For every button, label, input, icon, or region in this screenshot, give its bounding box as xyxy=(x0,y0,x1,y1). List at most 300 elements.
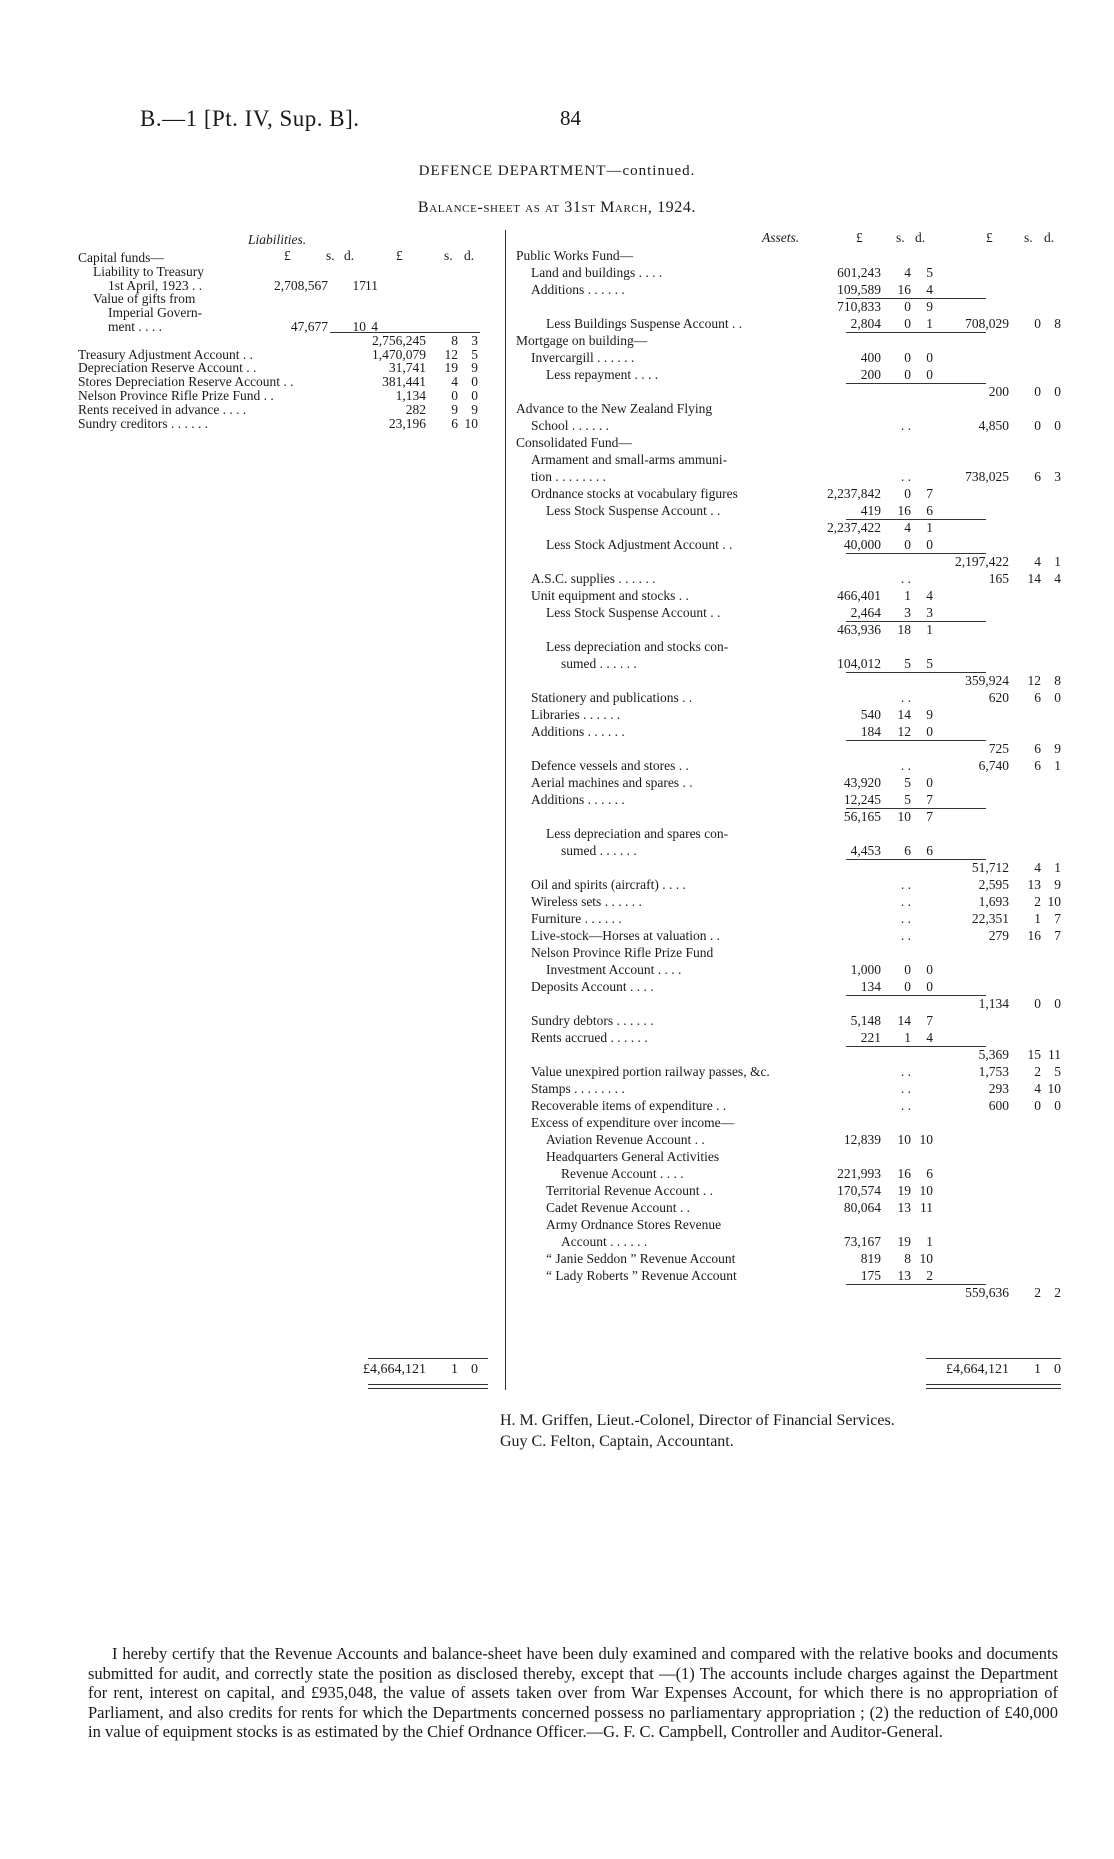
assets-c2-pence: 0 xyxy=(1054,384,1061,399)
assets-row xyxy=(516,843,1061,859)
liabilities-total-pence: 0 xyxy=(471,1362,478,1377)
assets-row xyxy=(516,265,1061,281)
assets-row-label: Less repayment . . . . xyxy=(546,367,659,382)
assets-c2-pounds: 293 xyxy=(988,1081,1009,1096)
assets-row-label: Nelson Province Rifle Prize Fund xyxy=(531,945,714,960)
document-reference: B.—1 [Pt. IV, Sup. B]. xyxy=(140,106,360,131)
assets-c1-pounds: 221 xyxy=(860,1030,881,1045)
liabilities-row-label: Capital funds— xyxy=(78,250,164,265)
assets-c1-pence: 0 xyxy=(926,724,933,739)
assets-row xyxy=(516,1251,1061,1267)
assets-c2-shillings: 15 xyxy=(1027,1047,1041,1062)
assets-c1-shillings: 0 xyxy=(904,486,911,501)
assets-c1-pence: 0 xyxy=(926,350,933,365)
assets-c1-pence: 6 xyxy=(926,503,933,518)
assets-c1-pounds: 134 xyxy=(860,979,881,994)
assets-row xyxy=(516,299,1061,315)
assets-c2-pounds: 559,636 xyxy=(965,1285,1009,1300)
assets-c1-pence: 4 xyxy=(926,1030,933,1045)
assets-c1-pounds: 73,167 xyxy=(843,1234,881,1249)
assets-row xyxy=(516,962,1061,978)
assets-c2-pounds: 2,197,422 xyxy=(955,554,1009,569)
liabilities-total-rule-bottom xyxy=(368,1384,488,1385)
assets-row-label: Account . . . . . . xyxy=(561,1234,648,1249)
assets-c2-shillings: 4 xyxy=(1034,1081,1041,1096)
assets-row-label: Defence vessels and stores . . xyxy=(531,758,689,773)
assets-c1-pounds: 80,064 xyxy=(843,1200,881,1215)
assets-c1-shillings: 3 xyxy=(904,605,911,620)
assets-c2-shillings: 2 xyxy=(1034,1064,1041,1079)
assets-c1-pounds: 40,000 xyxy=(843,537,881,552)
assets-row xyxy=(516,1115,1061,1131)
assets-leader-dots: . . xyxy=(900,1098,911,1113)
assets-c1-pence: 6 xyxy=(926,843,933,858)
assets-c1-pounds: 601,243 xyxy=(837,265,881,280)
assets-row-label: Sundry debtors . . . . . . xyxy=(531,1013,654,1028)
liabilities-c2-pence: 9 xyxy=(471,360,478,376)
assets-c1-pounds: 819 xyxy=(860,1251,881,1266)
assets-c1-shillings: 0 xyxy=(904,299,911,314)
assets-row xyxy=(516,656,1061,672)
assets-row xyxy=(516,1064,1061,1080)
assets-c2-pence: 0 xyxy=(1054,690,1061,705)
assets-c2-pence: 0 xyxy=(1054,418,1061,433)
assets-row xyxy=(516,945,1061,961)
liabilities-col-pence-2: d. xyxy=(464,248,475,263)
liabilities-c2-pence: 0 xyxy=(471,388,478,403)
assets-c1-pence: 9 xyxy=(926,299,933,314)
assets-row xyxy=(516,1217,1061,1233)
assets-row-label: Excess of expenditure over income— xyxy=(531,1115,735,1130)
assets-c2-pence: 4 xyxy=(1054,571,1061,586)
assets-c1-shillings: 1 xyxy=(904,588,911,603)
assets-leader-dots: . . xyxy=(900,928,911,943)
assets-c1-pounds: 56,165 xyxy=(843,809,881,824)
assets-row-label: Stationery and publications . . xyxy=(531,690,693,705)
assets-c1-shillings: 13 xyxy=(897,1268,911,1283)
assets-c1-pounds: 170,574 xyxy=(837,1183,881,1198)
assets-row xyxy=(516,1183,1061,1199)
assets-c1-pounds: 5,148 xyxy=(850,1013,881,1028)
assets-c2-shillings: 0 xyxy=(1034,418,1041,433)
assets-c2-shillings: 16 xyxy=(1027,928,1041,943)
liabilities-total-shillings: 1 xyxy=(451,1362,458,1377)
assets-c2-pence: 8 xyxy=(1054,316,1061,331)
assets-row xyxy=(516,928,1061,944)
assets-c1-pence: 1 xyxy=(926,316,933,331)
assets-row xyxy=(516,1047,1061,1063)
assets-col-pound-2: £ xyxy=(986,230,993,245)
assets-row-label: “ Lady Roberts ” Revenue Account xyxy=(546,1268,737,1283)
assets-c2-pence: 7 xyxy=(1054,928,1061,943)
assets-c2-shillings: 4 xyxy=(1034,860,1041,875)
assets-c2-pence: 0 xyxy=(1054,1098,1061,1113)
assets-c2-shillings: 14 xyxy=(1027,571,1041,586)
assets-c2-shillings: 0 xyxy=(1034,384,1041,399)
assets-leader-dots: . . xyxy=(900,894,911,909)
assets-leader-dots: . . xyxy=(900,469,911,484)
assets-c1-shillings: 14 xyxy=(897,1013,911,1028)
assets-c1-pounds: 2,237,842 xyxy=(827,486,881,501)
assets-col-shilling-1: s. xyxy=(896,230,905,245)
assets-c1-pounds: 43,920 xyxy=(843,775,881,790)
assets-row xyxy=(516,792,1061,808)
assets-c2-pence: 7 xyxy=(1054,911,1061,926)
assets-c1-pence: 7 xyxy=(926,1013,933,1028)
assets-row-label: Mortgage on building— xyxy=(516,333,648,348)
liabilities-col-shilling-1: s. xyxy=(326,248,335,263)
liabilities-row-label: Treasury Adjustment Account . . xyxy=(78,346,253,362)
liabilities-c2-shillings: 9 xyxy=(451,401,458,417)
assets-c1-pounds: 419 xyxy=(860,503,881,518)
assets-row xyxy=(516,707,1061,723)
assets-row xyxy=(516,1234,1061,1250)
assets-c2-pounds: 4,850 xyxy=(978,418,1009,433)
assets-c1-shillings: 1 xyxy=(904,1030,911,1045)
liabilities-row xyxy=(78,416,498,432)
assets-row-label: sumed . . . . . . xyxy=(561,843,637,858)
assets-c1-shillings: 4 xyxy=(904,520,911,535)
assets-row xyxy=(516,401,1061,417)
liabilities-col-pound-1: £ xyxy=(284,248,291,263)
liabilities-heading: Liabilities. xyxy=(248,232,307,247)
assets-row-label: Furniture . . . . . . xyxy=(531,911,622,926)
assets-c1-pounds: 109,589 xyxy=(837,282,881,297)
liabilities-c2-shillings: 6 xyxy=(451,415,458,431)
assets-leader-dots: . . xyxy=(900,911,911,926)
assets-row-label: Wireless sets . . . . . . xyxy=(531,894,642,909)
assets-row-label: Investment Account . . . . xyxy=(546,962,682,977)
balance-sheet-subtitle: Balance-sheet as at 31st March, 1924. xyxy=(417,199,697,216)
assets-c1-pence: 10 xyxy=(919,1183,933,1198)
assets-row xyxy=(516,1285,1061,1301)
assets-c2-shillings: 1 xyxy=(1034,911,1041,926)
assets-row xyxy=(516,1013,1061,1029)
assets-c2-shillings: 6 xyxy=(1034,690,1041,705)
assets-row-label: Land and buildings . . . . xyxy=(531,265,663,280)
assets-c1-pence: 0 xyxy=(926,367,933,382)
liabilities-row-label: Rents received in advance . . . . xyxy=(78,401,247,417)
assets-row-label: Less depreciation and stocks con- xyxy=(546,639,729,654)
assets-row xyxy=(516,384,1061,400)
assets-c1-pounds: 12,839 xyxy=(843,1132,881,1147)
assets-c1-shillings: 4 xyxy=(904,265,911,280)
assets-c1-pence: 5 xyxy=(926,656,933,671)
assets-c2-pence: 5 xyxy=(1054,1064,1061,1079)
assets-c1-shillings: 0 xyxy=(904,979,911,994)
assets-row-label: Deposits Account . . . . xyxy=(531,979,654,994)
assets-row xyxy=(516,554,1061,570)
assets-c1-pounds: 1,000 xyxy=(850,962,881,977)
assets-row xyxy=(516,350,1061,366)
assets-row xyxy=(516,860,1061,876)
liabilities-c2-pounds: 31,741 xyxy=(388,360,426,376)
assets-leader-dots: . . xyxy=(900,571,911,586)
assets-c2-pounds: 738,025 xyxy=(965,469,1009,484)
assets-row-label: Less Stock Adjustment Account . . xyxy=(546,537,733,552)
assets-c2-pounds: 725 xyxy=(988,741,1009,756)
page-title: DEFENCE DEPARTMENT—continued. xyxy=(418,163,696,179)
liabilities-c2-pounds: 23,196 xyxy=(388,415,426,431)
assets-col-pence-2: d. xyxy=(1044,230,1055,245)
assets-col-shilling-2: s. xyxy=(1024,230,1033,245)
assets-c2-pence: 1 xyxy=(1054,758,1061,773)
assets-c1-pounds: 175 xyxy=(860,1268,881,1283)
liabilities-row-label: Depreciation Reserve Account . . xyxy=(78,360,257,376)
assets-row xyxy=(516,826,1061,842)
assets-c2-pence: 2 xyxy=(1054,1285,1061,1300)
assets-row-label: Less Stock Suspense Account . . xyxy=(546,503,721,518)
assets-c2-shillings: 6 xyxy=(1034,469,1041,484)
assets-c2-pounds: 359,924 xyxy=(965,673,1009,688)
assets-row xyxy=(516,911,1061,927)
liabilities-c2-pence: 3 xyxy=(471,332,478,348)
assets-row-label: Headquarters General Activities xyxy=(546,1149,720,1164)
liabilities-c2-pence: 9 xyxy=(471,401,478,417)
assets-c2-pounds: 600 xyxy=(988,1098,1009,1113)
assets-row xyxy=(516,316,1061,332)
assets-c2-pounds: 1,134 xyxy=(978,996,1009,1011)
assets-c1-pence: 6 xyxy=(926,1166,933,1181)
assets-c1-shillings: 16 xyxy=(897,503,911,518)
assets-c1-pence: 0 xyxy=(926,775,933,790)
assets-c1-shillings: 19 xyxy=(897,1183,911,1198)
assets-c2-pounds: 279 xyxy=(988,928,1009,943)
assets-c1-shillings: 0 xyxy=(904,537,911,552)
assets-c1-pounds: 104,012 xyxy=(837,656,881,671)
assets-row-label: Invercargill . . . . . . xyxy=(531,350,635,365)
assets-leader-dots: . . xyxy=(900,690,911,705)
assets-row xyxy=(516,605,1061,621)
assets-c1-pence: 7 xyxy=(926,792,933,807)
assets-row-label: sumed . . . . . . xyxy=(561,656,637,671)
assets-c2-pounds: 620 xyxy=(988,690,1009,705)
assets-c1-shillings: 0 xyxy=(904,962,911,977)
liabilities-col-shilling-2: s. xyxy=(444,248,453,263)
assets-c1-pence: 10 xyxy=(919,1132,933,1147)
assets-col-pound-1: £ xyxy=(856,230,863,245)
liabilities-c1-shillings: 10 xyxy=(352,319,366,334)
assets-leader-dots: . . xyxy=(900,758,911,773)
liabilities-c1-pence: 4 xyxy=(371,319,378,334)
assets-c1-pounds: 710,833 xyxy=(837,299,881,314)
assets-c2-shillings: 2 xyxy=(1034,1285,1041,1300)
assets-c1-pounds: 466,401 xyxy=(837,588,881,603)
assets-c1-pence: 4 xyxy=(926,588,933,603)
assets-c1-pence: 0 xyxy=(926,537,933,552)
assets-c1-pounds: 221,993 xyxy=(837,1166,881,1181)
assets-c2-pounds: 2,595 xyxy=(978,877,1009,892)
assets-c1-pounds: 2,464 xyxy=(850,605,881,620)
assets-c2-pounds: 708,029 xyxy=(965,316,1009,331)
assets-c2-shillings: 12 xyxy=(1027,673,1041,688)
liabilities-col-pence-1: d. xyxy=(344,248,355,263)
assets-c2-pounds: 5,369 xyxy=(978,1047,1009,1062)
assets-c2-pence: 8 xyxy=(1054,673,1061,688)
assets-row-label: Ordnance stocks at vocabulary figures xyxy=(531,486,738,501)
assets-c1-shillings: 18 xyxy=(897,622,911,637)
assets-row xyxy=(516,979,1061,995)
assets-row xyxy=(516,877,1061,893)
liabilities-c2-shillings: 8 xyxy=(451,332,458,348)
assets-total-rule-top xyxy=(926,1358,1061,1359)
assets-row xyxy=(516,469,1061,485)
assets-c1-shillings: 0 xyxy=(904,367,911,382)
assets-row xyxy=(516,1132,1061,1148)
assets-row-label: Additions . . . . . . xyxy=(531,282,625,297)
assets-c2-shillings: 0 xyxy=(1034,996,1041,1011)
assets-c1-pence: 0 xyxy=(926,962,933,977)
assets-c1-pence: 0 xyxy=(926,979,933,994)
assets-row xyxy=(516,724,1061,740)
assets-c1-pounds: 540 xyxy=(860,707,881,722)
assets-row xyxy=(516,1166,1061,1182)
assets-c2-pounds: 1,753 xyxy=(978,1064,1009,1079)
assets-row xyxy=(516,639,1061,655)
assets-c1-pounds: 184 xyxy=(860,724,881,739)
assets-row xyxy=(516,690,1061,706)
assets-c2-pence: 3 xyxy=(1054,469,1061,484)
audit-certificate: I hereby certify that the Revenue Accounts and balance-sheet have been duly examined and compared with the relative books and documents submitted for audit, and correctly state the position as disclosed thereby, except that —(1) The accounts include charges against the Department for rent, interest on capital, and £935,048, the value of assets taken over from War Expenses Account, for which there is no appropriation of Parliament, and also credits for rents for which the Departments concerned possess no parliamentary appropriation ; (2) the reduction of £40,000 in value of equipment stocks is as estimated by the Chief Ordnance Officer.—G. F. C. Campbell, Controller and Auditor-General. xyxy=(88,1644,1058,1741)
assets-c1-pence: 1 xyxy=(926,520,933,535)
assets-c1-shillings: 5 xyxy=(904,792,911,807)
assets-c2-pounds: 22,351 xyxy=(971,911,1009,926)
assets-row xyxy=(516,894,1061,910)
page-number: 84 xyxy=(560,106,581,130)
assets-c1-shillings: 12 xyxy=(897,724,911,739)
assets-row-label: A.S.C. supplies . . . . . . xyxy=(531,571,656,586)
liabilities-row-label: Value of gifts from xyxy=(93,291,196,307)
assets-c1-pounds: 2,237,422 xyxy=(827,520,881,535)
liabilities-c1-pence: 11 xyxy=(365,277,378,293)
assets-c2-shillings: 6 xyxy=(1034,758,1041,773)
assets-leader-dots: . . xyxy=(900,1081,911,1096)
assets-row xyxy=(516,741,1061,757)
liabilities-c2-shillings: 19 xyxy=(444,360,458,376)
liabilities-total-rule-top xyxy=(368,1358,488,1359)
liabilities-c2-pounds: 1,470,079 xyxy=(372,346,426,362)
assets-c2-pence: 9 xyxy=(1054,741,1061,756)
assets-c2-pence: 0 xyxy=(1054,996,1061,1011)
liabilities-row-label: Sundry creditors . . . . . . xyxy=(78,415,209,431)
assets-row xyxy=(516,503,1061,519)
assets-c1-pounds: 2,804 xyxy=(850,316,881,331)
assets-row xyxy=(516,452,1061,468)
assets-row xyxy=(516,1030,1061,1046)
assets-c1-shillings: 8 xyxy=(904,1251,911,1266)
assets-row-label: Oil and spirits (aircraft) . . . . xyxy=(531,877,686,892)
assets-c1-pounds: 4,453 xyxy=(850,843,881,858)
assets-row-label: Aviation Revenue Account . . xyxy=(546,1132,705,1147)
assets-row xyxy=(516,775,1061,791)
assets-c2-shillings: 0 xyxy=(1034,316,1041,331)
assets-row xyxy=(516,673,1061,689)
assets-row xyxy=(516,333,1061,349)
assets-row-label: Stamps . . . . . . . . xyxy=(531,1081,625,1096)
assets-row xyxy=(516,486,1061,502)
assets-row-label: Aerial machines and spares . . xyxy=(531,775,693,790)
signature-director: H. M. Griffen, Lieut.-Colonel, Director of Financial Services. xyxy=(500,1412,895,1429)
assets-row-label: Additions . . . . . . xyxy=(531,792,625,807)
assets-row-label: Recoverable items of expenditure . . xyxy=(531,1098,727,1113)
assets-row xyxy=(516,1098,1061,1114)
assets-c1-pence: 7 xyxy=(926,809,933,824)
assets-total-rule-bottom xyxy=(926,1384,1061,1385)
assets-c1-pounds: 400 xyxy=(860,350,881,365)
liabilities-c2-pounds: 1,134 xyxy=(395,388,426,403)
liabilities-total-pounds: £4,664,121 xyxy=(363,1362,426,1377)
liabilities-c2-pence: 10 xyxy=(464,415,478,431)
assets-c1-pence: 9 xyxy=(926,707,933,722)
assets-col-pence-1: d. xyxy=(915,230,926,245)
column-divider xyxy=(505,230,506,1390)
assets-row xyxy=(516,622,1061,638)
assets-row-label: Armament and small-arms ammuni- xyxy=(531,452,728,467)
assets-c1-shillings: 16 xyxy=(897,1166,911,1181)
assets-row-label: Army Ordnance Stores Revenue xyxy=(546,1217,722,1232)
liabilities-c2-pence: 5 xyxy=(471,346,478,362)
assets-row-label: Rents accrued . . . . . . xyxy=(531,1030,648,1045)
liabilities-c2-shillings: 0 xyxy=(451,388,458,403)
liabilities-c1-pounds: 2,708,567 xyxy=(274,277,328,293)
assets-c1-pence: 5 xyxy=(926,265,933,280)
assets-c1-shillings: 10 xyxy=(897,809,911,824)
assets-row-label: School . . . . . . xyxy=(531,418,610,433)
liabilities-c2-pounds: 2,756,245 xyxy=(372,332,426,348)
assets-row-label: Less Stock Suspense Account . . xyxy=(546,605,721,620)
assets-row xyxy=(516,996,1061,1012)
assets-c1-pence: 7 xyxy=(926,486,933,501)
assets-c2-pence: 10 xyxy=(1047,1081,1061,1096)
assets-row xyxy=(516,1268,1061,1284)
liabilities-c1-shillings: 17 xyxy=(352,277,366,293)
liabilities-row-label: Imperial Govern- xyxy=(108,305,203,321)
liabilities-total-rule-bottom-2 xyxy=(368,1388,488,1389)
assets-c1-shillings: 5 xyxy=(904,775,911,790)
assets-c1-pounds: 12,245 xyxy=(843,792,881,807)
assets-c2-pounds: 6,740 xyxy=(978,758,1009,773)
assets-c2-pence: 9 xyxy=(1054,877,1061,892)
assets-total-pounds: £4,664,121 xyxy=(946,1362,1009,1377)
assets-row-label: Public Works Fund— xyxy=(516,248,634,263)
assets-c2-pence: 10 xyxy=(1047,894,1061,909)
assets-row-label: Advance to the New Zealand Flying xyxy=(516,401,713,416)
assets-c1-pence: 1 xyxy=(926,1234,933,1249)
assets-row-label: Less depreciation and spares con- xyxy=(546,826,729,841)
signature-accountant: Guy C. Felton, Captain, Accountant. xyxy=(500,1433,734,1450)
assets-row xyxy=(516,1149,1061,1165)
liabilities-c2-pounds: 282 xyxy=(405,401,426,417)
assets-c1-shillings: 13 xyxy=(897,1200,911,1215)
liabilities-row-label: 1st April, 1923 . . xyxy=(108,277,203,293)
assets-row xyxy=(516,809,1061,825)
assets-row-label: Less Buildings Suspense Account . . xyxy=(546,316,743,331)
liabilities-row-label: Stores Depreciation Reserve Account . . xyxy=(78,374,294,390)
liabilities-total xyxy=(78,1362,498,1382)
assets-row-label: Additions . . . . . . xyxy=(531,724,625,739)
assets-row-label: Live-stock—Horses at valuation . . xyxy=(531,928,720,943)
liabilities-c2-shillings: 12 xyxy=(444,346,458,362)
assets-heading: Assets. xyxy=(762,230,800,245)
assets-c1-pence: 10 xyxy=(919,1251,933,1266)
assets-c1-shillings: 6 xyxy=(904,843,911,858)
assets-c1-shillings: 0 xyxy=(904,350,911,365)
assets-c2-pounds: 51,712 xyxy=(971,860,1009,875)
assets-leader-dots: . . xyxy=(900,418,911,433)
assets-c1-shillings: 10 xyxy=(897,1132,911,1147)
assets-row xyxy=(516,537,1061,553)
assets-c2-pence: 1 xyxy=(1054,554,1061,569)
